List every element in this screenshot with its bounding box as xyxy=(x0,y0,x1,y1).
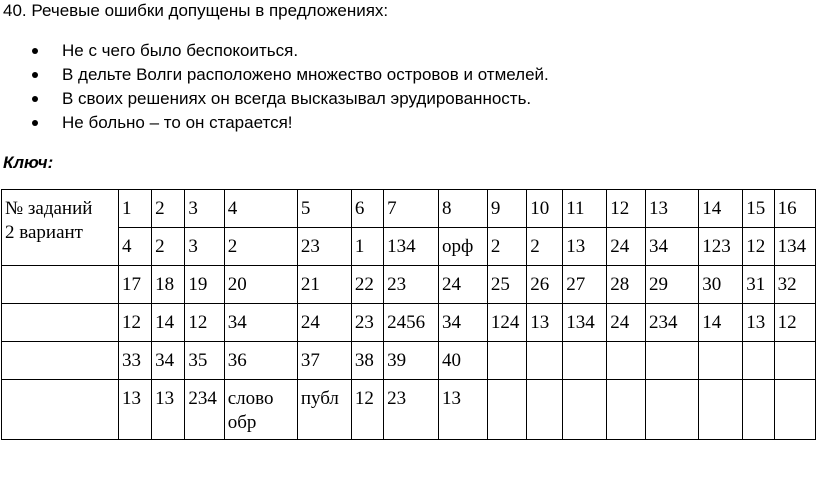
answer-cell: 14 xyxy=(152,304,185,342)
answer-cell: 13 xyxy=(743,304,774,342)
answer-cell: 234 xyxy=(645,304,698,342)
answer-cell: 24 xyxy=(607,304,646,342)
table-row xyxy=(2,304,816,342)
task-number-cell: 16 xyxy=(774,190,815,228)
task-number-cell: 33 xyxy=(119,342,152,380)
task-number-cell: 17 xyxy=(119,266,152,304)
answer-cell: 13 xyxy=(563,228,607,266)
task-number-cell: 14 xyxy=(699,190,743,228)
answer-cell: 12 xyxy=(185,304,224,342)
task-number-cell xyxy=(563,342,607,380)
answer-cell xyxy=(527,380,563,440)
task-number-cell: 5 xyxy=(297,190,351,228)
task-number-cell: 35 xyxy=(185,342,224,380)
blank-cell xyxy=(2,342,119,380)
answer-cell: 2 xyxy=(487,228,526,266)
answer-cell: 2 xyxy=(527,228,563,266)
header-line-tasks: № заданий xyxy=(5,198,93,219)
task-number-cell: 7 xyxy=(384,190,439,228)
blank-cell xyxy=(2,304,119,342)
blank-cell xyxy=(2,380,119,440)
task-number-cell: 28 xyxy=(607,266,646,304)
answer-cell: 12 xyxy=(774,304,815,342)
header-line-variant: 2 вариант xyxy=(5,222,83,243)
task-number-cell: 10 xyxy=(527,190,563,228)
task-number-cell: 13 xyxy=(645,190,698,228)
task-number-cell: 26 xyxy=(527,266,563,304)
task-number-cell: 24 xyxy=(438,266,487,304)
table-row xyxy=(2,380,816,440)
answer-cell: 234 xyxy=(185,380,224,440)
task-number-cell: 4 xyxy=(224,190,297,228)
answer-cell: 124 xyxy=(487,304,526,342)
task-number-cell xyxy=(774,342,815,380)
task-number-cell: 11 xyxy=(563,190,607,228)
table-row xyxy=(2,342,816,380)
task-number-cell: 37 xyxy=(297,342,351,380)
task-number-cell: 29 xyxy=(645,266,698,304)
answer-cell: 23 xyxy=(351,304,383,342)
answer-cell xyxy=(774,380,815,440)
task-number-cell: 20 xyxy=(224,266,297,304)
bullet-icon xyxy=(32,96,38,102)
task-number-cell: 40 xyxy=(438,342,487,380)
task-number-cell: 2 xyxy=(152,190,185,228)
task-number-cell: 8 xyxy=(438,190,487,228)
blank-cell xyxy=(2,266,119,304)
answer-cell: 12 xyxy=(351,380,383,440)
answer-table xyxy=(1,189,816,440)
table-row xyxy=(2,228,816,266)
task-number-cell: 30 xyxy=(699,266,743,304)
answer-cell: 14 xyxy=(699,304,743,342)
table-row xyxy=(2,190,816,228)
answer-cell: 134 xyxy=(563,304,607,342)
bullet-icon xyxy=(32,48,38,54)
answer-cell: 13 xyxy=(527,304,563,342)
answer-cell: 134 xyxy=(384,228,439,266)
task-number-cell: 12 xyxy=(607,190,646,228)
task-number-cell: 21 xyxy=(297,266,351,304)
bullet-icon xyxy=(32,120,38,126)
task-number-cell: 15 xyxy=(743,190,774,228)
task-number-cell xyxy=(645,342,698,380)
answer-cell: 34 xyxy=(224,304,297,342)
answer-cell: 2 xyxy=(152,228,185,266)
task-number-cell: 31 xyxy=(743,266,774,304)
task-number-cell xyxy=(487,342,526,380)
table-row xyxy=(2,266,816,304)
answer-cell xyxy=(699,380,743,440)
answer-cell xyxy=(607,380,646,440)
sentence-text: Не с чего было беспокоиться. xyxy=(62,41,299,60)
answer-cell: 34 xyxy=(645,228,698,266)
answer-cell: 34 xyxy=(438,304,487,342)
key-label: Ключ: xyxy=(3,153,54,172)
sentence-text: Не больно – то он старается! xyxy=(62,113,293,132)
answer-cell: 3 xyxy=(185,228,224,266)
answer-cell: 12 xyxy=(119,304,152,342)
answer-cell: 134 xyxy=(774,228,815,266)
bullet-icon xyxy=(32,72,38,78)
task-number-cell xyxy=(699,342,743,380)
task-number-cell: 34 xyxy=(152,342,185,380)
sentence-text: В своих решениях он всегда высказывал эрудированность. xyxy=(62,89,532,108)
task-number-cell: 22 xyxy=(351,266,383,304)
task-number-cell: 9 xyxy=(487,190,526,228)
task-number-cell: 6 xyxy=(351,190,383,228)
question-title: 40. Речевые ошибки допущены в предложениях: xyxy=(3,1,389,20)
answer-cell: 2 xyxy=(224,228,297,266)
answer-cell: публ xyxy=(297,380,351,440)
sentence-text: В дельте Волги расположено множество островов и отмелей. xyxy=(62,65,549,84)
task-number-cell: 32 xyxy=(774,266,815,304)
answer-cell xyxy=(645,380,698,440)
task-number-cell xyxy=(607,342,646,380)
answer-cell: 12 xyxy=(743,228,774,266)
task-number-cell: 3 xyxy=(185,190,224,228)
answer-cell: 2456 xyxy=(384,304,439,342)
answer-cell xyxy=(743,380,774,440)
answer-cell: 4 xyxy=(119,228,152,266)
answer-cell: слово обр xyxy=(224,380,297,440)
answer-cell: 24 xyxy=(607,228,646,266)
answer-cell: 123 xyxy=(699,228,743,266)
task-number-cell: 18 xyxy=(152,266,185,304)
answer-cell: 23 xyxy=(384,380,439,440)
task-number-cell: 27 xyxy=(563,266,607,304)
answer-cell xyxy=(487,380,526,440)
header-cell xyxy=(2,190,119,266)
answer-cell: 13 xyxy=(438,380,487,440)
answer-cell: 13 xyxy=(119,380,152,440)
task-number-cell: 25 xyxy=(487,266,526,304)
task-number-cell: 36 xyxy=(224,342,297,380)
task-number-cell: 1 xyxy=(119,190,152,228)
task-number-cell: 38 xyxy=(351,342,383,380)
task-number-cell: 39 xyxy=(384,342,439,380)
answer-cell: орф xyxy=(438,228,487,266)
answer-cell xyxy=(563,380,607,440)
task-number-cell xyxy=(743,342,774,380)
answer-cell: 13 xyxy=(152,380,185,440)
answer-cell: 24 xyxy=(297,304,351,342)
answer-cell: 1 xyxy=(351,228,383,266)
task-number-cell xyxy=(527,342,563,380)
answer-cell: 23 xyxy=(297,228,351,266)
task-number-cell: 19 xyxy=(185,266,224,304)
task-number-cell: 23 xyxy=(384,266,439,304)
